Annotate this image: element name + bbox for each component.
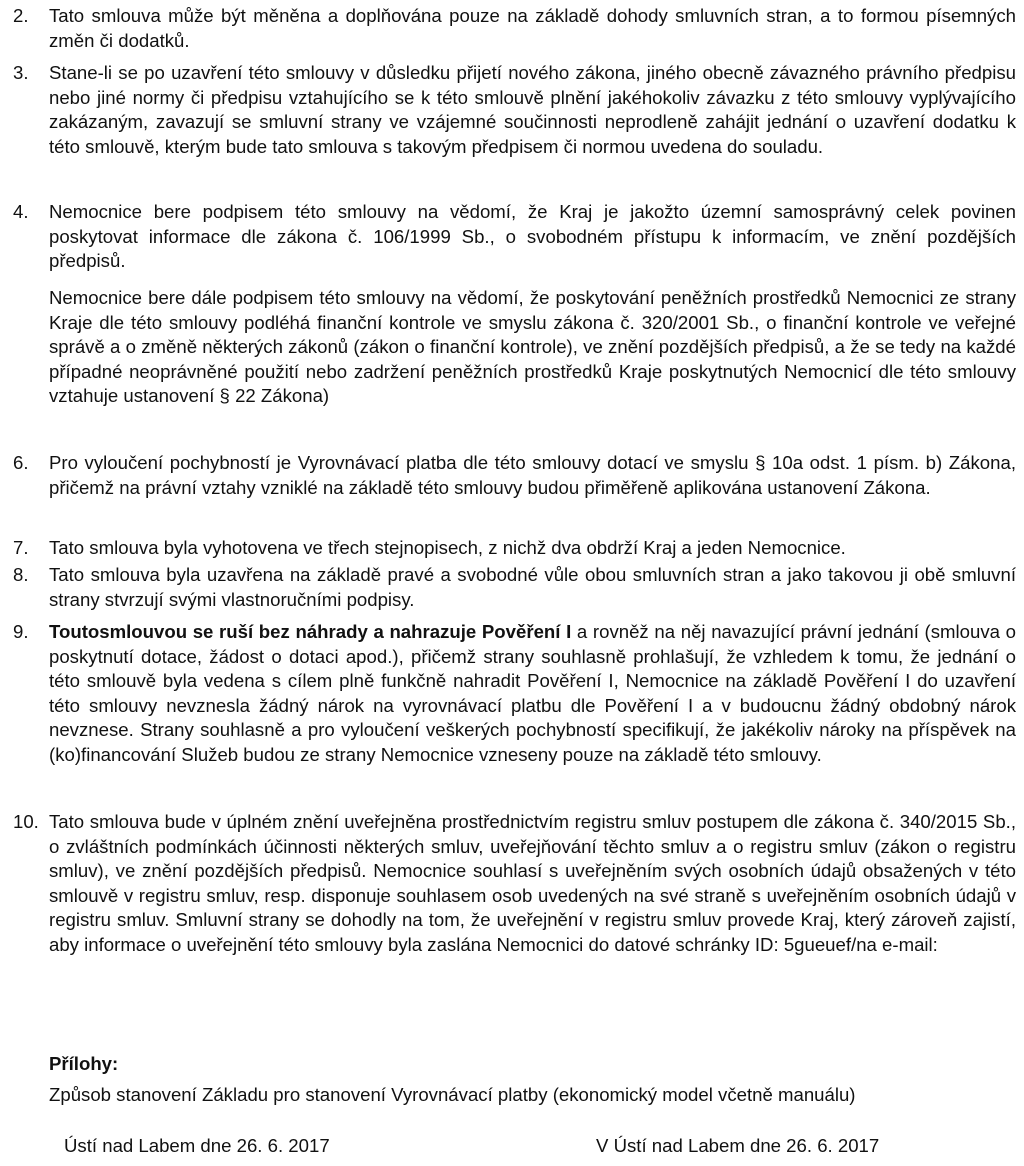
clause-9 <box>13 620 1016 768</box>
clause-text: Tato smlouva byla vyhotovena ve třech stejnopisech, z nichž dva obdrží Kraj a jeden Nemocnice. <box>49 537 846 558</box>
clause-number: 10. <box>13 811 39 832</box>
signature-place-date-left: Ústí nad Labem dne 26. 6. 2017 <box>64 1135 330 1156</box>
clause-8 <box>13 563 1016 612</box>
signature-place-date-right: V Ústí nad Labem dne 26. 6. 2017 <box>596 1135 880 1156</box>
clause-text: Tato smlouva bude v úplném znění uveřejněna prostřednictvím registru smluv postupem dle zákona č. 340/2015 Sb., o zvláštních podmínkách účinnosti některých smluv, uveřejňování těchto smluv a o registru smluv (zákon o registru smluv), ve znění pozdějších předpisů. Nemocnice souhlasí s uveřejněním svých osobních údajů obsažených v této smlouvě v registru smluv, resp. disponuje souhlasem osob uvedených na své straně s uveřejněním osobních údajů v registru smluv. Smluvní strany se dohodly na tom, že uveřejnění v registru smluv provede Kraj, který zároveň zajistí, aby informace o uveřejnění této smlouvy byla zaslána Nemocnici do datové schránky ID: 5gueuef/na e-mail: <box>49 811 1016 955</box>
clause-3 <box>13 61 1016 159</box>
clause-4 <box>13 200 1016 274</box>
clause-7 <box>13 536 1016 561</box>
clause-number: 8. <box>13 564 29 585</box>
clause-number: 2. <box>13 5 29 26</box>
clause-number: 6. <box>13 452 29 473</box>
attachments-text: Způsob stanovení Základu pro stanovení Vyrovnávací platby (ekonomický model včetně manuálu) <box>49 1084 856 1105</box>
clause-number: 3. <box>13 62 29 83</box>
clause-bold-lead: Toutosmlouvou se ruší bez náhrady a nahrazuje Pověření I <box>49 621 572 642</box>
clause-6 <box>13 451 1016 500</box>
clause-number: 7. <box>13 537 29 558</box>
clause-text: Nemocnice bere podpisem této smlouvy na vědomí, že Kraj je jakožto územní samosprávný celek povinen poskytovat informace dle zákona č. 106/1999 Sb., o svobodném přístupu k informacím, ve znění pozdějších předpisů. <box>49 201 1016 272</box>
clause-text-rest: a rovněž na něj navazující právní jednání (smlouva o poskytnutí dotace, žádost o dotaci apod.), přičemž strany souhlasně prohlašují, že vzhledem k tomu, že jednání o této smlouvě byla vedena s cílem plně funkčně nahradit Pověření I, Nemocnice na základě Pověření I do uzavření této smlouvy nevznesla žádný nárok na vyrovnávací platbu dle Pověření I a v budoucnu žádný obdobný nárok nevznese. Strany souhlasně a pro vyloučení veškerých pochybností specifikují, že jakékoliv nároky na příspěvek na (ko)financování Služeb budou ze strany Nemocnice vzneseny pouze na základě této smlouvy. <box>49 621 1016 765</box>
clause-text: Tato smlouva může být měněna a doplňována pouze na základě dohody smluvních stran, a to formou písemných změn či dodatků. <box>49 5 1016 51</box>
clause-text: Pro vyloučení pochybností je Vyrovnávací platba dle této smlouvy dotací ve smyslu § 10a odst. 1 písm. b) Zákona, přičemž na právní vztahy vzniklé na základě této smlouvy budou přiměřeně aplikována ustanovení Zákona. <box>49 452 1016 498</box>
clause-10 <box>13 810 1016 958</box>
clause-number: 9. <box>13 621 29 642</box>
attachments-heading: Přílohy: <box>49 1053 119 1074</box>
clause-text: Tato smlouva byla uzavřena na základě pravé a svobodné vůle obou smluvních stran a jako takovou ji obě smluvní strany stvrzují svými vlastnoručními podpisy. <box>49 564 1016 610</box>
clause-text: Stane-li se po uzavření této smlouvy v důsledku přijetí nového zákona, jiného obecně závazného právního předpisu nebo jiné normy či předpisu vztahujícího se k této smlouvě plnění jakéhokoliv závazku z této smlouvy vyplývajícího zakázaným, zavazují se smluvní strany ve vzájemné součinnosti neprodleně zahájit jednání o uzavření dodatku k této smlouvě, kterým bude tato smlouva s takovým předpisem či normou uvedena do souladu. <box>49 62 1016 157</box>
clause-5-paragraph: Nemocnice bere dále podpisem této smlouvy na vědomí, že poskytování peněžních prostředků Nemocnici ze strany Kraje dle této smlouvy podléhá finanční kontrole ve smyslu zákona č. 320/2001 Sb., o finanční kontrole ve veřejné správě a o změně některých zákonů (zákon o finanční kontrole), ve znění pozdějších předpisů, a že se tedy na každé případné neoprávněné použití nebo zadržení peněžních prostředků Kraje poskytnutých Nemocnicí dle této smlouvy vztahuje ustanovení § 22 Zákona) <box>49 287 1016 407</box>
clause-text <box>49 620 1016 768</box>
clause-number: 4. <box>13 201 29 222</box>
clause-2 <box>13 4 1016 53</box>
